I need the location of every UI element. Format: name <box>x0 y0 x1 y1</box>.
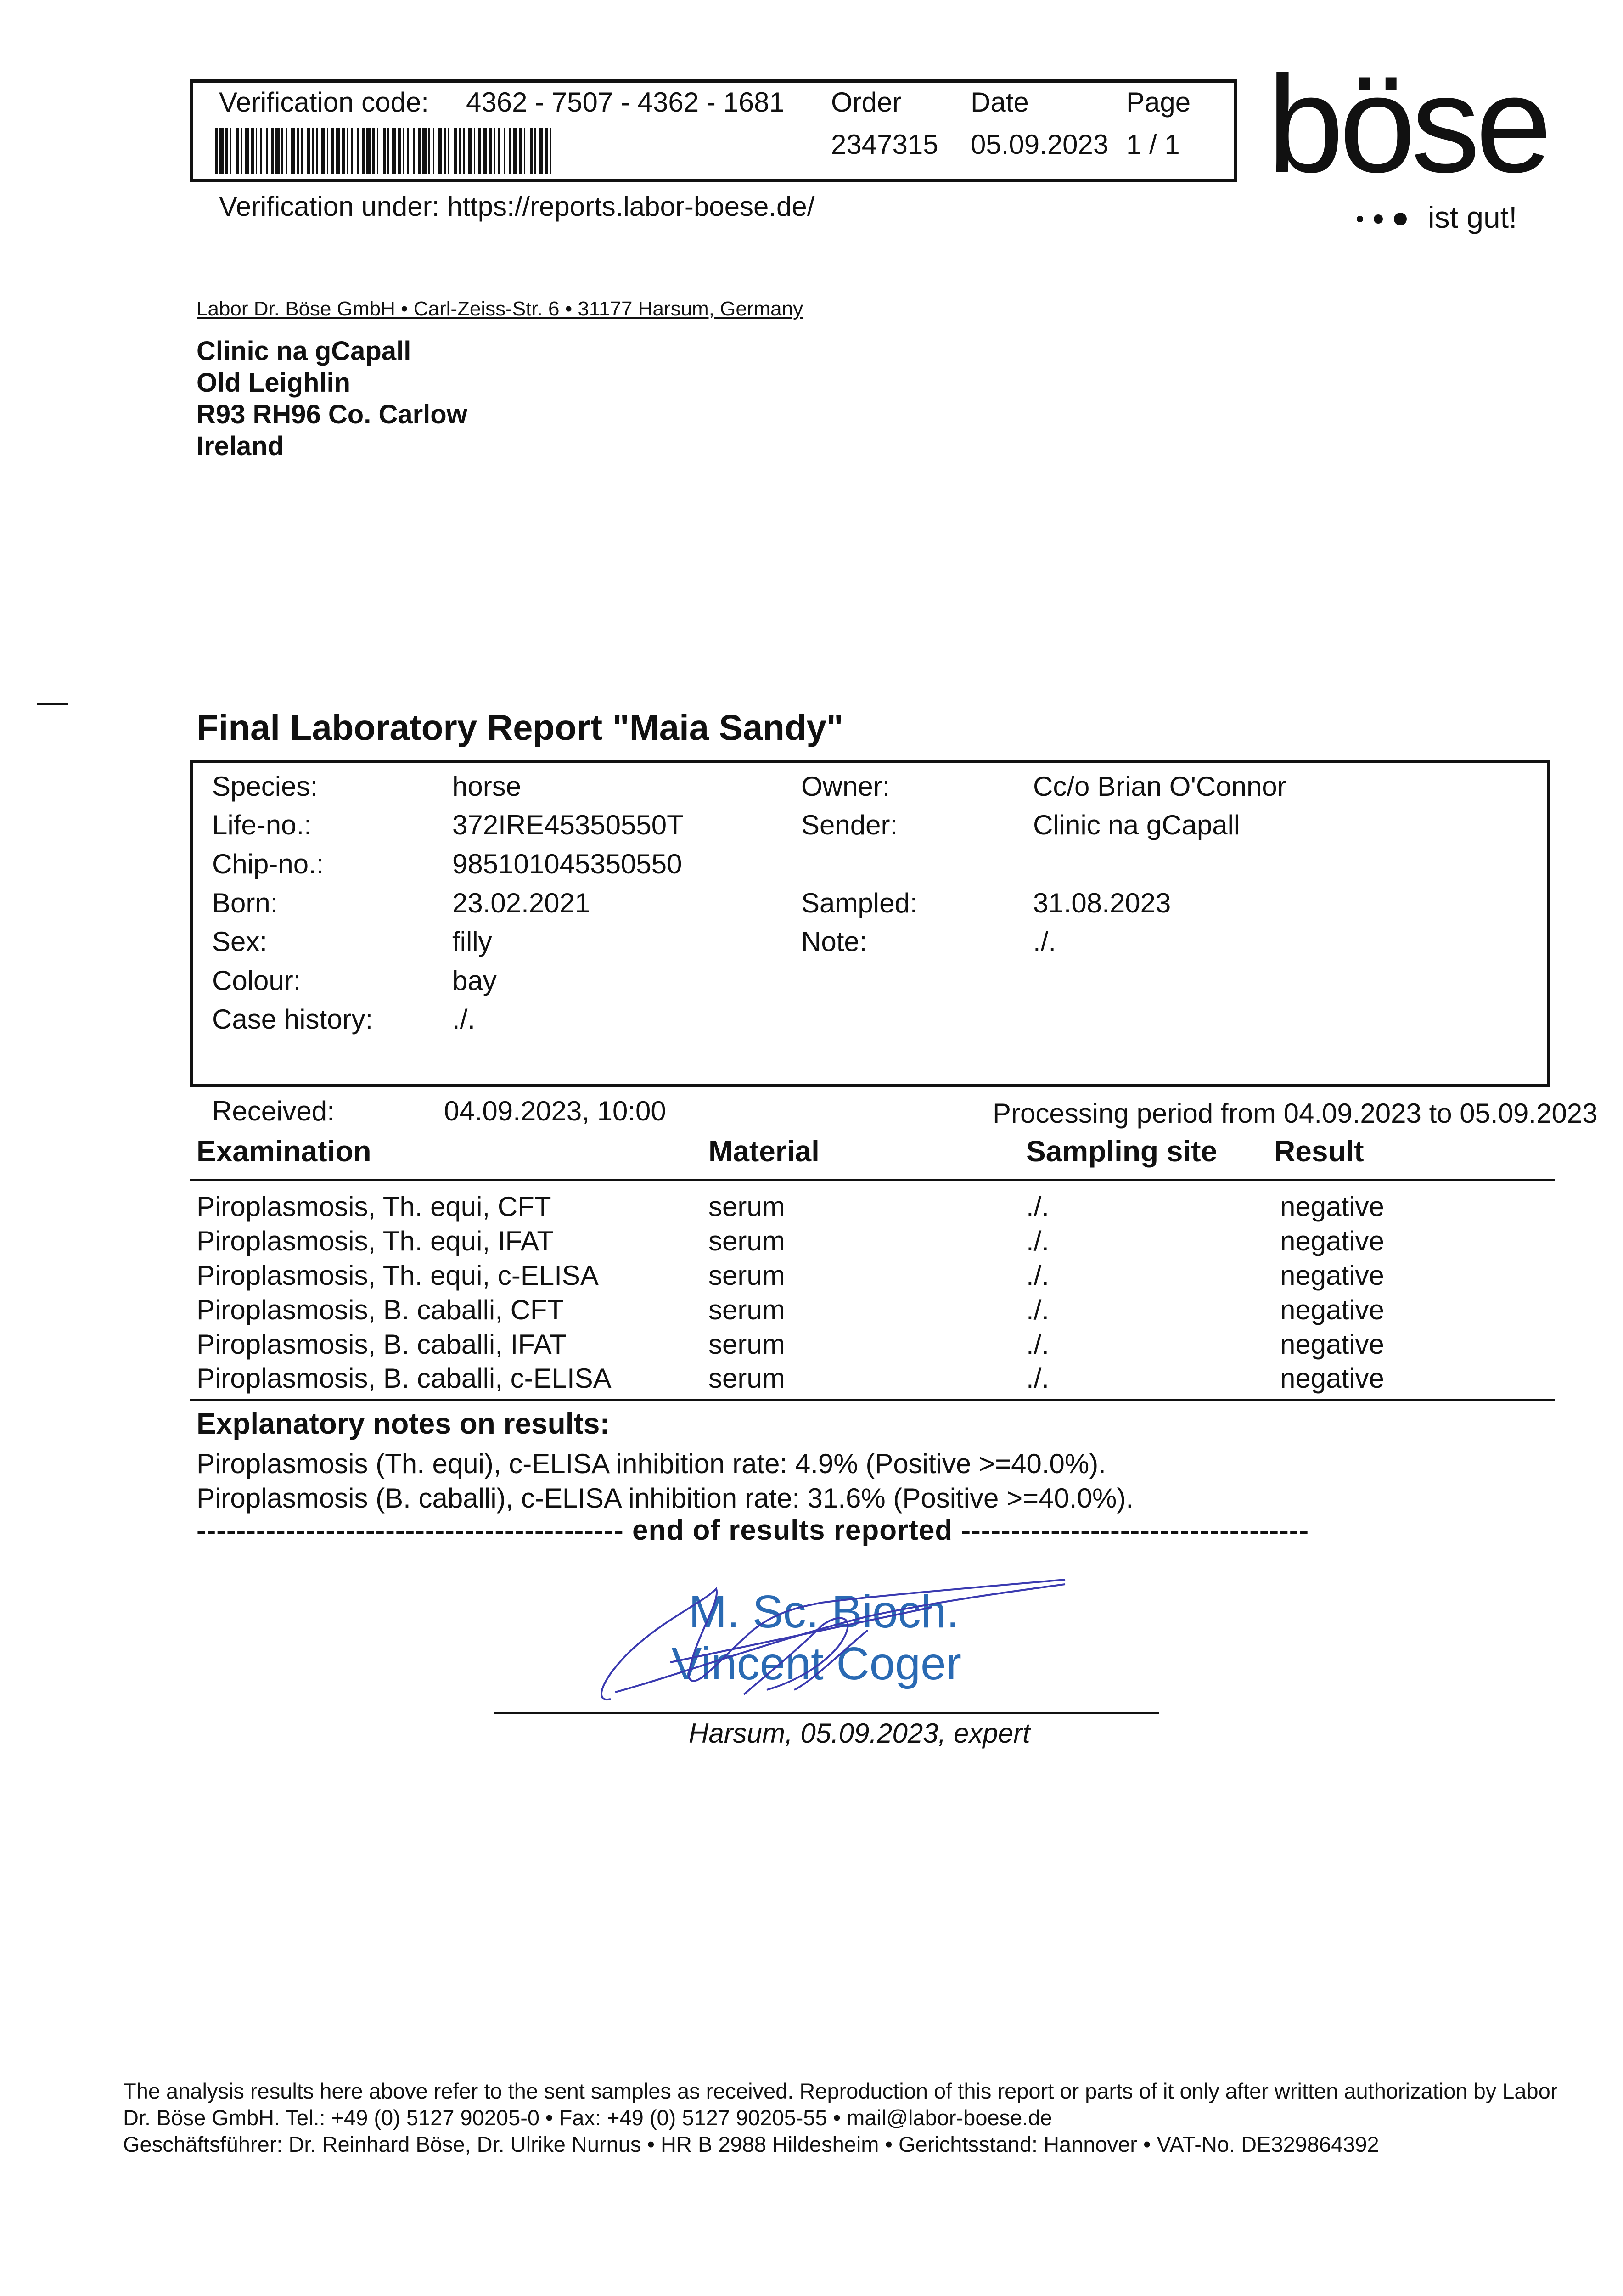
table-header-rule <box>190 1179 1555 1181</box>
chip-no-label: Chip-no.: <box>212 849 324 879</box>
born-value: 23.02.2021 <box>452 888 590 918</box>
table-row-3-result: negative <box>1280 1260 1384 1291</box>
table-row-3-examination: Piroplasmosis, Th. equi, c-ELISA <box>197 1260 599 1291</box>
table-row-1-site: ./. <box>1026 1191 1050 1222</box>
sampled-label: Sampled: <box>801 888 918 918</box>
table-row-2-examination: Piroplasmosis, Th. equi, IFAT <box>197 1226 554 1256</box>
sex-label: Sex: <box>212 926 268 957</box>
table-row-4-site: ./. <box>1026 1294 1050 1325</box>
col-result: Result <box>1274 1135 1364 1168</box>
page-label: Page <box>1126 87 1191 118</box>
sender-value: Clinic na gCapall <box>1033 810 1240 840</box>
table-row-6-result: negative <box>1280 1363 1384 1394</box>
page-value: 1 / 1 <box>1126 129 1180 160</box>
table-row-6-material: serum <box>708 1363 785 1394</box>
chip-no-value: 985101045350550 <box>452 849 682 879</box>
life-no-value: 372IRE45350550T <box>452 810 684 840</box>
logo-tagline: ist gut! <box>1428 200 1517 234</box>
signature-title: M. Sc. Bioch. <box>689 1586 960 1638</box>
table-bottom-rule <box>190 1399 1555 1401</box>
table-row-6-site: ./. <box>1026 1363 1050 1394</box>
table-row-4-result: negative <box>1280 1294 1384 1325</box>
table-row-2-result: negative <box>1280 1226 1384 1256</box>
footer-line-2: Dr. Böse GmbH. Tel.: +49 (0) 5127 90205-0 • Fax: +49 (0) 5127 90205-55 • mail@labor-boese.de <box>123 2105 1052 2130</box>
table-row-5-result: negative <box>1280 1329 1384 1360</box>
notes-heading: Explanatory notes on results: <box>197 1407 610 1440</box>
recipient-line-4: Ireland <box>197 431 284 461</box>
colour-label: Colour: <box>212 965 301 996</box>
sampled-value: 31.08.2023 <box>1033 888 1171 918</box>
report-title: Final Laboratory Report "Maia Sandy" <box>197 707 843 748</box>
date-label: Date <box>971 87 1029 118</box>
table-row-5-material: serum <box>708 1329 785 1360</box>
order-label: Order <box>831 87 902 118</box>
received-label: Received: <box>212 1096 335 1126</box>
table-row-3-site: ./. <box>1026 1260 1050 1291</box>
patient-info-box <box>190 760 1550 1087</box>
note-line-2: Piroplasmosis (B. caballi), c-ELISA inhibition rate: 31.6% (Positive >=40.0%). <box>197 1483 1134 1514</box>
table-row-4-material: serum <box>708 1294 785 1325</box>
table-row-1-result: negative <box>1280 1191 1384 1222</box>
species-label: Species: <box>212 771 318 802</box>
note-label: Note: <box>801 926 867 957</box>
signature-name: Vincent Coger <box>671 1638 961 1689</box>
sender-label: Sender: <box>801 810 898 840</box>
barcode-image <box>215 128 551 174</box>
footer-line-3: Geschäftsführer: Dr. Reinhard Böse, Dr. Ulrike Nurnus • HR B 2988 Hildesheim • Gerichtsstand: Hannover • VAT-No. DE329864392 <box>123 2132 1379 2156</box>
case-history-value: ./. <box>452 1004 476 1035</box>
table-row-5-examination: Piroplasmosis, B. caballi, IFAT <box>197 1329 567 1360</box>
footer-line-1: The analysis results here above refer to the sent samples as received. Reproduction of this report or parts of it only after written authorization by Labor <box>123 2079 1558 2103</box>
verification-label: Verification code: <box>219 87 429 118</box>
born-label: Born: <box>212 888 278 918</box>
fold-mark <box>37 703 68 705</box>
col-sampling-site: Sampling site <box>1026 1135 1218 1168</box>
table-row-5-site: ./. <box>1026 1329 1050 1360</box>
case-history-label: Case history: <box>212 1004 373 1035</box>
life-no-label: Life-no.: <box>212 810 312 840</box>
order-value: 2347315 <box>831 129 938 160</box>
logo-wordmark: böse <box>1267 47 1548 201</box>
col-material: Material <box>708 1135 820 1168</box>
table-row-2-material: serum <box>708 1226 785 1256</box>
note-line-1: Piroplasmosis (Th. equi), c-ELISA inhibition rate: 4.9% (Positive >=40.0%). <box>197 1448 1106 1479</box>
signature-line <box>494 1712 1159 1714</box>
verification-code: 4362 - 7507 - 4362 - 1681 <box>466 87 785 118</box>
sex-value: filly <box>452 926 492 957</box>
colour-value: bay <box>452 965 497 996</box>
recipient-line-2: Old Leighlin <box>197 368 351 398</box>
end-of-results-line: ------------------------------------------- end of results reported ----------------------------------- <box>197 1514 1309 1546</box>
owner-value: Cc/o Brian O'Connor <box>1033 771 1286 802</box>
species-value: horse <box>452 771 522 802</box>
note-value: ./. <box>1033 926 1056 957</box>
table-row-4-examination: Piroplasmosis, B. caballi, CFT <box>197 1294 564 1325</box>
recipient-line-3: R93 RH96 Co. Carlow <box>197 400 467 429</box>
col-examination: Examination <box>197 1135 371 1168</box>
owner-label: Owner: <box>801 771 890 802</box>
table-row-1-examination: Piroplasmosis, Th. equi, CFT <box>197 1191 551 1222</box>
table-row-2-site: ./. <box>1026 1226 1050 1256</box>
recipient-line-1: Clinic na gCapall <box>197 336 411 366</box>
processing-period: Processing period from 04.09.2023 to 05.09.2023 <box>993 1098 1598 1129</box>
table-row-3-material: serum <box>708 1260 785 1291</box>
table-row-1-material: serum <box>708 1191 785 1222</box>
received-value: 04.09.2023, 10:00 <box>444 1096 666 1126</box>
sender-address-line: Labor Dr. Böse GmbH • Carl-Zeiss-Str. 6 • 31177 Harsum, Germany <box>197 298 803 320</box>
logo-dots-icon <box>1354 209 1419 227</box>
verification-url: Verification under: https://reports.labor-boese.de/ <box>219 191 815 222</box>
date-value: 05.09.2023 <box>971 129 1109 160</box>
signature-place-date: Harsum, 05.09.2023, expert <box>689 1718 1030 1749</box>
signature-scribble-image <box>583 1575 1070 1713</box>
table-row-6-examination: Piroplasmosis, B. caballi, c-ELISA <box>197 1363 612 1394</box>
